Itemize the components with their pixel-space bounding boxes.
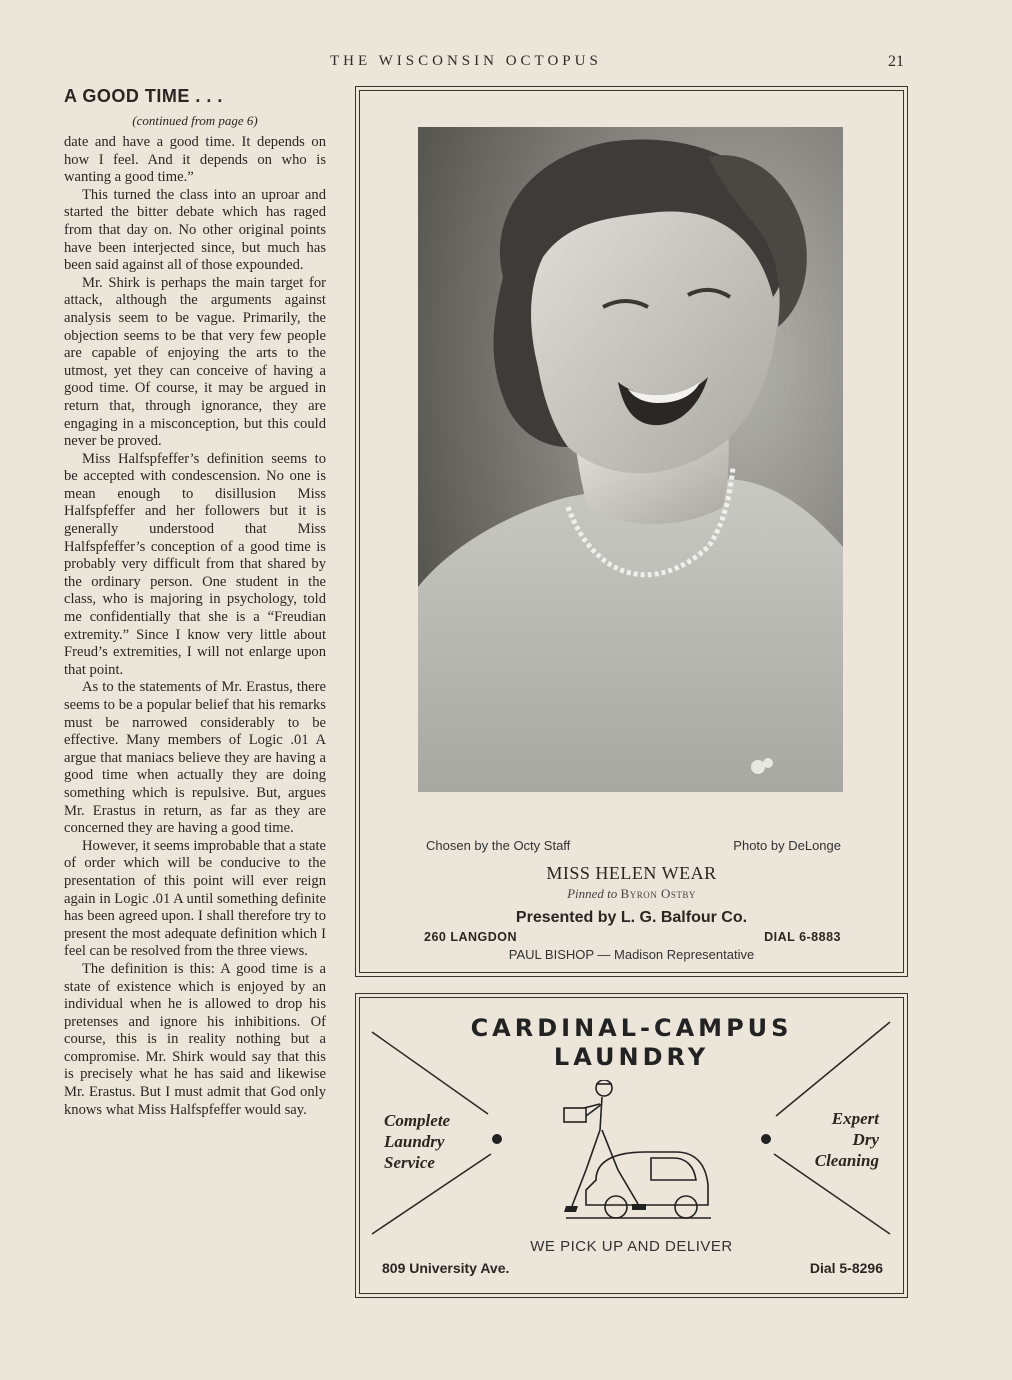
running-head: THE WISCONSIN OCTOPUS [330, 53, 602, 69]
delivery-man-car-icon [556, 1080, 716, 1230]
pinned-prefix: Pinned to [567, 886, 618, 901]
ad-right-line: Cleaning [814, 1151, 879, 1170]
laundry-advertisement [355, 993, 908, 1298]
article-title: A GOOD TIME . . . [64, 86, 223, 106]
page-number: 21 [888, 53, 904, 70]
portrait-illustration [418, 127, 843, 792]
photo-caption-row [426, 838, 841, 853]
pinned-name: Byron Ostby [620, 886, 696, 901]
feature-photo-box [355, 86, 908, 977]
ad-left-line: Laundry [384, 1132, 445, 1151]
sponsor-representative: PAUL BISHOP — Madison Representative [508, 947, 755, 962]
article-paragraph: Mr. Shirk is perhaps the main target for attack, although the arguments against analysis seem to be vague. Primarily, the objection seems to be that very few people are capable of enjoying the arts to the utmost, yet they can conceive of having a good time. Of course, it may be argued in return that, through ignorance, they are engaging in a misconception, but this could never be proved. [64, 274, 326, 450]
ad-address: 809 University Ave. [382, 1260, 510, 1276]
sponsor-address: 260 LANGDON [424, 930, 518, 944]
continued-note: (continued from page 6) [132, 113, 258, 128]
article-paragraph: date and have a good time. It depends on how I feel. And it depends on who is wanting a good time.” [64, 134, 326, 186]
article-paragraph: However, it seems improbable that a state of order which will be conducive to the presentation of this point will ever reign again in Logic .01 A until something definite has been agreed upon. I shall therefore try to present the most adequate definition which I feel can be resolved from the three views. [64, 837, 326, 960]
ad-title-line1: CARDINAL-CAMPUS [470, 1014, 793, 1042]
article-paragraph: The definition is this: A good time is a state of existence which is enjoyed by an individual when he is allowed to drop his pretenses and ignore his inhibitions. Of course, this is in reality nothing but a compromise. Mr. Shirk would say that this is precisely what he has said and likewise Mr. Erastus. But I must admit that God only knows what Miss Halfspfeffer would say. [64, 960, 326, 1118]
ad-right-slogan [815, 1108, 879, 1171]
chosen-by-credit: Chosen by the Octy Staff [426, 838, 571, 853]
feature-name: MISS HELEN WEAR [546, 863, 717, 883]
ad-right-line: Dry [852, 1130, 879, 1149]
portrait-photo [418, 127, 843, 792]
ad-phone: Dial 5-8296 [809, 1260, 883, 1276]
ad-right-line: Expert [831, 1109, 879, 1128]
article-paragraph: This turned the class into an uproar and started the bitter debate which has raged from that day on. No other original points have been interjected since, but much has been said against all of those expounded. [64, 186, 326, 274]
article-paragraph: As to the statements of Mr. Erastus, there seems to be a popular belief that his remarks must be narrowed considerably to be effective. Many members of Logic .01 A argue that maniacs believe they are having a good time when actually they are doing something which is repulsive. But, argues Mr. Erastus in return, as far as they are concerned they are having a good time. [64, 679, 326, 837]
ad-title-line2: LAUNDRY [553, 1043, 710, 1071]
ad-left-line: Complete [384, 1111, 451, 1130]
ad-left-slogan [384, 1110, 450, 1173]
ad-left-line: Service [384, 1153, 435, 1172]
bullet-dot-icon [492, 1134, 502, 1144]
pinned-line [356, 886, 907, 902]
ad-tagline: WE PICK UP AND DELIVER [530, 1238, 733, 1255]
bullet-dot-icon [761, 1134, 771, 1144]
sponsor-dial: DIAL 6-8883 [764, 930, 841, 944]
sponsor-address-row [424, 930, 841, 944]
photo-credit: Photo by DeLonge [733, 838, 841, 853]
article-column [64, 86, 326, 1119]
article-paragraph: Miss Halfspfeffer’s definition seems to be accepted with condescension. No one is mean enough to disillusion Miss Halfspfeffer and her followers but it is generally understood that Miss Halfspfeffer’s conception of a good time is probably very difficult from that shared by the ordinary person. One student in the class, who is majoring in psychology, told me confidentially that she is a “Freudian extremity.” Since I know very little about Freud’s extremities, I will not enlarge upon that point. [64, 450, 326, 678]
presented-by: Presented by L. G. Balfour Co. [515, 909, 748, 926]
